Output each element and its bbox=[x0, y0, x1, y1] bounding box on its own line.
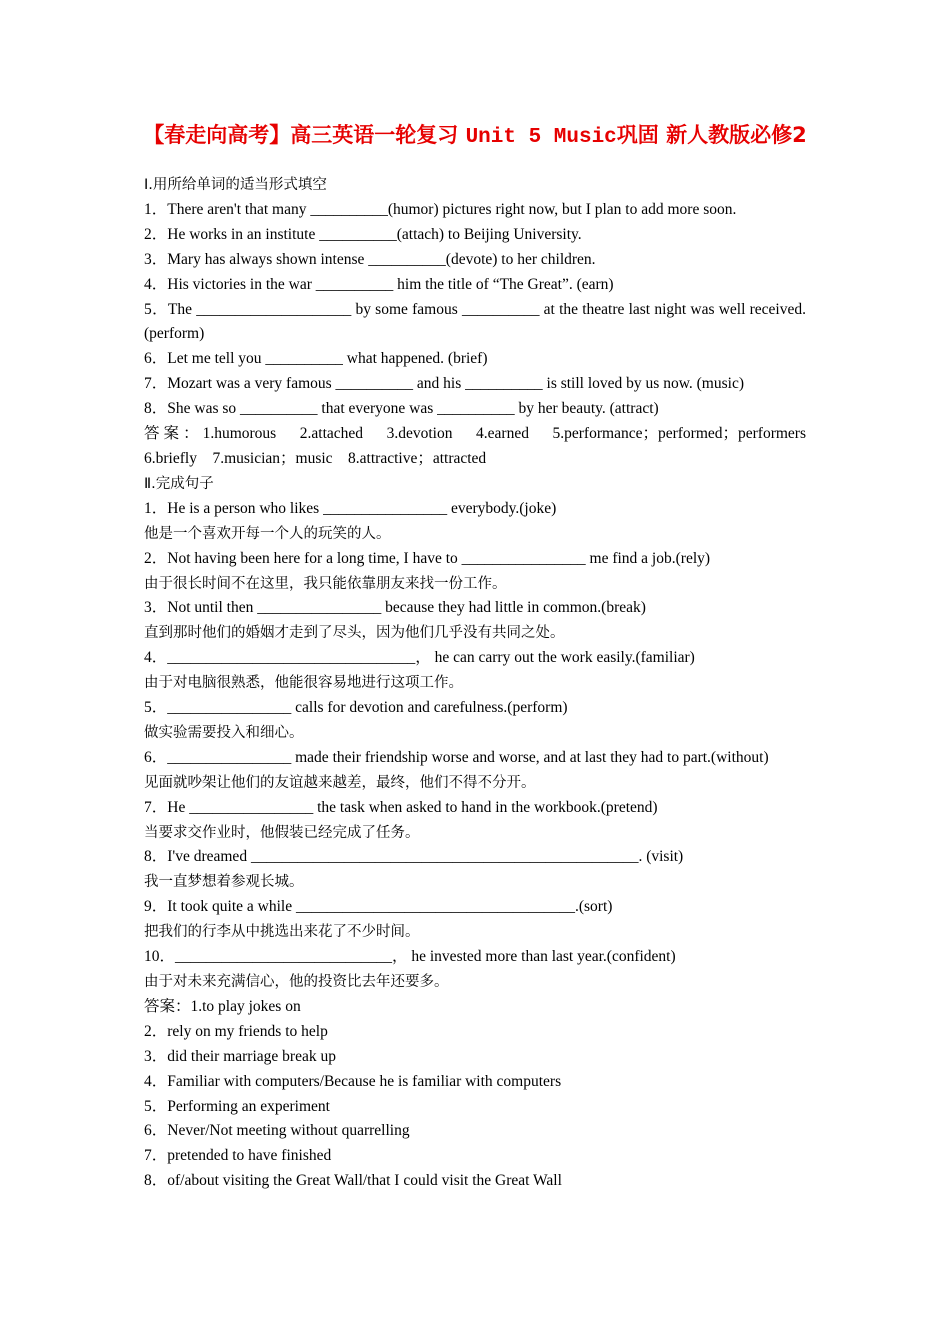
sentence-item: 8．I've dreamed __________________________________________________. (visit) bbox=[144, 848, 684, 866]
exercise-item: 4．His victories in the war __________ him the title of “The Great”. (earn) bbox=[144, 275, 614, 293]
sentence-translation: 直到那时他们的婚姻才走到了尽头，因为他们几乎没有共同之处。 bbox=[144, 625, 565, 642]
sentence-item: 7．He ________________ the task when asked to hand in the workbook.(pretend) bbox=[144, 798, 658, 816]
section2-heading: Ⅱ.完成句子 bbox=[144, 475, 214, 492]
exercise-item: 6．Let me tell you __________ what happened. (brief) bbox=[144, 350, 488, 368]
sentence-translation: 由于对电脑很熟悉，他能很容易地进行这项工作。 bbox=[144, 675, 463, 692]
exercise-item: 3．Mary has always shown intense __________(devote) to her children. bbox=[144, 250, 596, 268]
title-suffix: 巩固 新人教版必修2 bbox=[616, 123, 807, 147]
title-code: Unit 5 Music bbox=[465, 126, 617, 149]
answer-line: 答案：1.to play jokes on bbox=[144, 997, 301, 1015]
document-body bbox=[144, 173, 822, 1194]
answer-line: 8．of/about visiting the Great Wall/that I could visit the Great Wall bbox=[144, 1172, 562, 1190]
page-title bbox=[140, 122, 810, 151]
answer-line: 6．Never/Not meeting without quarrelling bbox=[144, 1122, 410, 1140]
sentence-translation: 做实验需要投入和细心。 bbox=[144, 724, 304, 741]
sentence-translation: 我一直梦想着参观长城。 bbox=[144, 874, 304, 891]
answer-line: 2．rely on my friends to help bbox=[144, 1022, 328, 1040]
sentence-translation: 他是一个喜欢开每一个人的玩笑的人。 bbox=[144, 525, 391, 542]
sentence-item: 6．________________ made their friendship worse and worse, and at last they had to part.(without) bbox=[144, 748, 769, 766]
exercise-item: 7．Mozart was a very famous __________ and his __________ is still loved by us now. (music) bbox=[144, 375, 744, 393]
answer-line: 7．pretended to have finished bbox=[144, 1147, 332, 1165]
sentence-item: 10．____________________________， he invested more than last year.(confident) bbox=[144, 948, 676, 966]
sentence-item: 9．It took quite a while ____________________________________.(sort) bbox=[144, 898, 613, 916]
section1-answer: 答案：1.humorous 2.attached 3.devotion 4.earned 5.performance；performed；performers 6.briefly 7.musician；music 8.attractive；attracted bbox=[144, 425, 822, 467]
sentence-translation: 由于很长时间不在这里，我只能依靠朋友来找一份工作。 bbox=[144, 575, 507, 592]
sentence-item: 3．Not until then ________________ because they had little in common.(break) bbox=[144, 599, 646, 617]
sentence-item: 4．________________________________， he can carry out the work easily.(familiar) bbox=[144, 649, 695, 667]
exercise-item: 5．The ____________________ by some famous __________ at the theatre last night was well received. (perform) bbox=[144, 300, 806, 343]
sentence-translation: 把我们的行李从中挑选出来花了不少时间。 bbox=[144, 924, 420, 941]
sentence-item: 1．He is a person who likes ________________ everybody.(joke) bbox=[144, 499, 557, 517]
title-prefix: 【春走向高考】高三英语一轮复习 bbox=[143, 123, 466, 147]
sentence-item: 2．Not having been here for a long time, I have to ________________ me find a job.(rely) bbox=[144, 549, 711, 567]
sentence-item: 5．________________ calls for devotion and carefulness.(perform) bbox=[144, 699, 568, 717]
answer-line: 5．Performing an experiment bbox=[144, 1097, 330, 1115]
sentence-translation: 见面就吵架让他们的友谊越来越差，最终，他们不得不分开。 bbox=[144, 774, 536, 791]
section1-heading: Ⅰ.用所给单词的适当形式填空 bbox=[144, 177, 327, 193]
exercise-item: 2．He works in an institute __________(attach) to Beijing University. bbox=[144, 225, 582, 243]
answer-line: 4．Familiar with computers/Because he is familiar with computers bbox=[144, 1072, 562, 1090]
sentence-translation: 当要求交作业时，他假装已经完成了任务。 bbox=[144, 824, 420, 841]
answer-line: 3．did their marriage break up bbox=[144, 1047, 336, 1065]
exercise-item: 1．There aren't that many __________(humor) pictures right now, but I plan to add more soon. bbox=[144, 200, 737, 218]
sentence-translation: 由于对未来充满信心，他的投资比去年还要多。 bbox=[144, 974, 449, 990]
exercise-item: 8．She was so __________ that everyone was __________ by her beauty. (attract) bbox=[144, 400, 659, 418]
